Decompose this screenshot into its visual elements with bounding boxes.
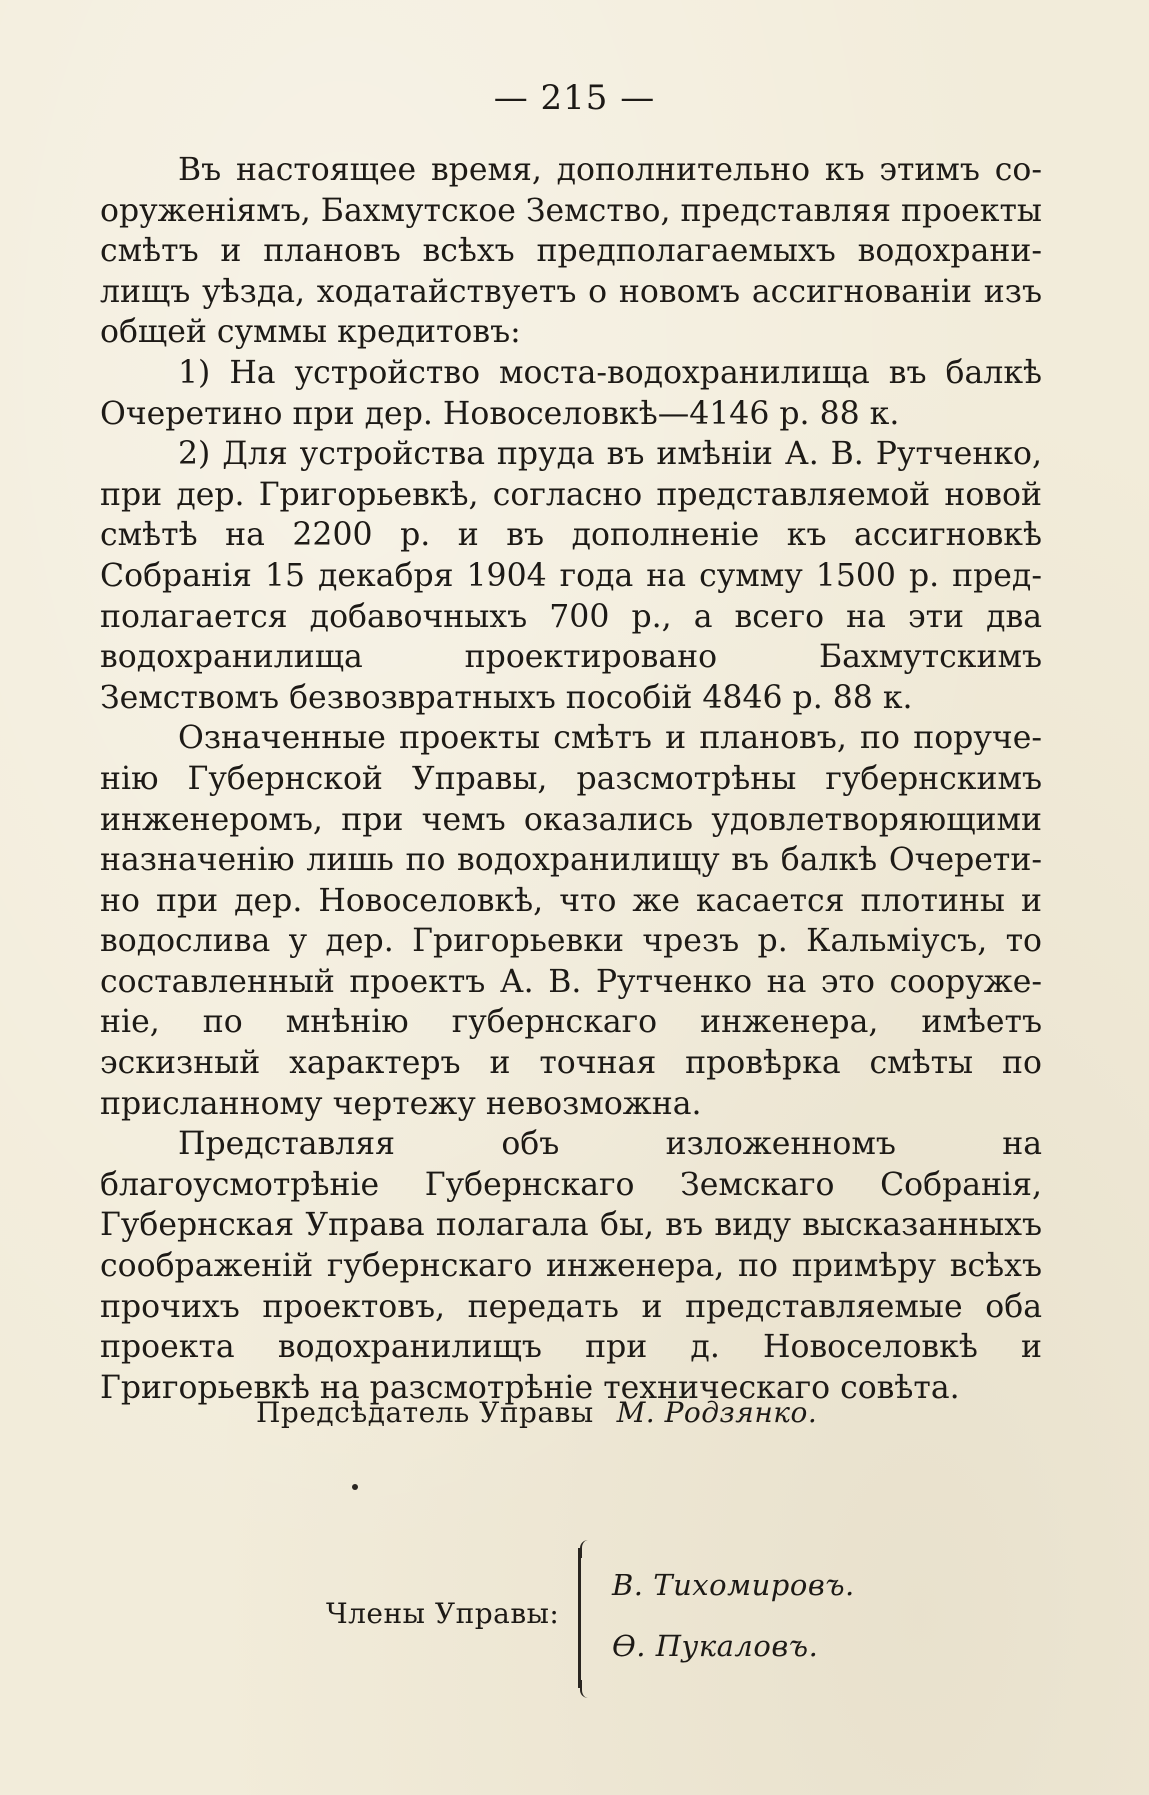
chair-name: М. Родзянко. [616, 1396, 818, 1429]
brace-bottom [580, 1680, 588, 1698]
members-brace [578, 1548, 581, 1688]
body-text [100, 150, 1042, 1408]
paragraph-review: Означенные проекты смѣтъ и плановъ, по порученію Губернской Управы, разсмотрѣны губернскимъ инженеромъ, при чемъ оказались удовлетворяющими назначенію лишь по водохранилищу въ балкѣ Очеретино при дер. Новоселовкѣ, что же касается плотины и водослива у дер. Григорьевки чрезъ р. Кальміусъ, то составленный проектъ А. В. Рутченко на это сооруженіе, по мнѣнію губернскаго инженера, имѣетъ эскизный характеръ и точная провѣрка смѣты по присланному чертежу невозможна. [100, 720, 1042, 1122]
paragraph-item-2: 2) Для устройства пруда въ имѣніи А. В. Рутченко, при дер. Григорьевкѣ, согласно представляемой новой смѣтѣ на 2200 р. и въ дополненіе къ ассигновкѣ Собранія 15 декабря 1904 года на сумму 1500 р. предполагается добавочныхъ 700 р., а всего на эти два водохранилища проектировано Бахмутскимъ Земствомъ безвозвратныхъ пособій 4846 р. 88 к. [100, 436, 1042, 716]
members-label: Члены Управы: [326, 1597, 560, 1630]
paragraph-conclusion: Представляя объ изложенномъ на благоусмотрѣніе Губернскаго Земскаго Собранія, Губернская Управа полагала бы, въ виду высказанныхъ соображеній губернскаго инженера, по примѣру всѣхъ прочихъ проектовъ, передать и представляемые оба проекта водохранилищъ при д. Новоселовкѣ и Григорьевкѣ на разсмотрѣніе техническаго совѣта. [100, 1126, 1042, 1406]
member-name: Ѳ. Пукаловъ. [612, 1629, 819, 1663]
chair-signature [256, 1396, 817, 1429]
member-name: В. Тихомировъ. [612, 1568, 855, 1602]
paragraph-item-1: 1) На устройство моста-водохранилища въ балкѣ Очеретино при дер. Новоселовкѣ—4146 р. 88 к. [100, 354, 1042, 432]
decorative-dot [352, 1484, 358, 1490]
page-number: — 215 — [493, 78, 656, 118]
chair-title: Предсѣдатель Управы [256, 1396, 594, 1429]
paragraph-intro: Въ настоящее время, дополнительно къ этимъ сооруженіямъ, Бахмутское Земство, представляя проекты смѣтъ и плановъ всѣхъ предполагаемыхъ водохранилищъ уѣзда, ходатайствуетъ о новомъ ассигнованіи изъ общей суммы кредитовъ: [100, 152, 1042, 351]
brace-top [580, 1540, 588, 1558]
